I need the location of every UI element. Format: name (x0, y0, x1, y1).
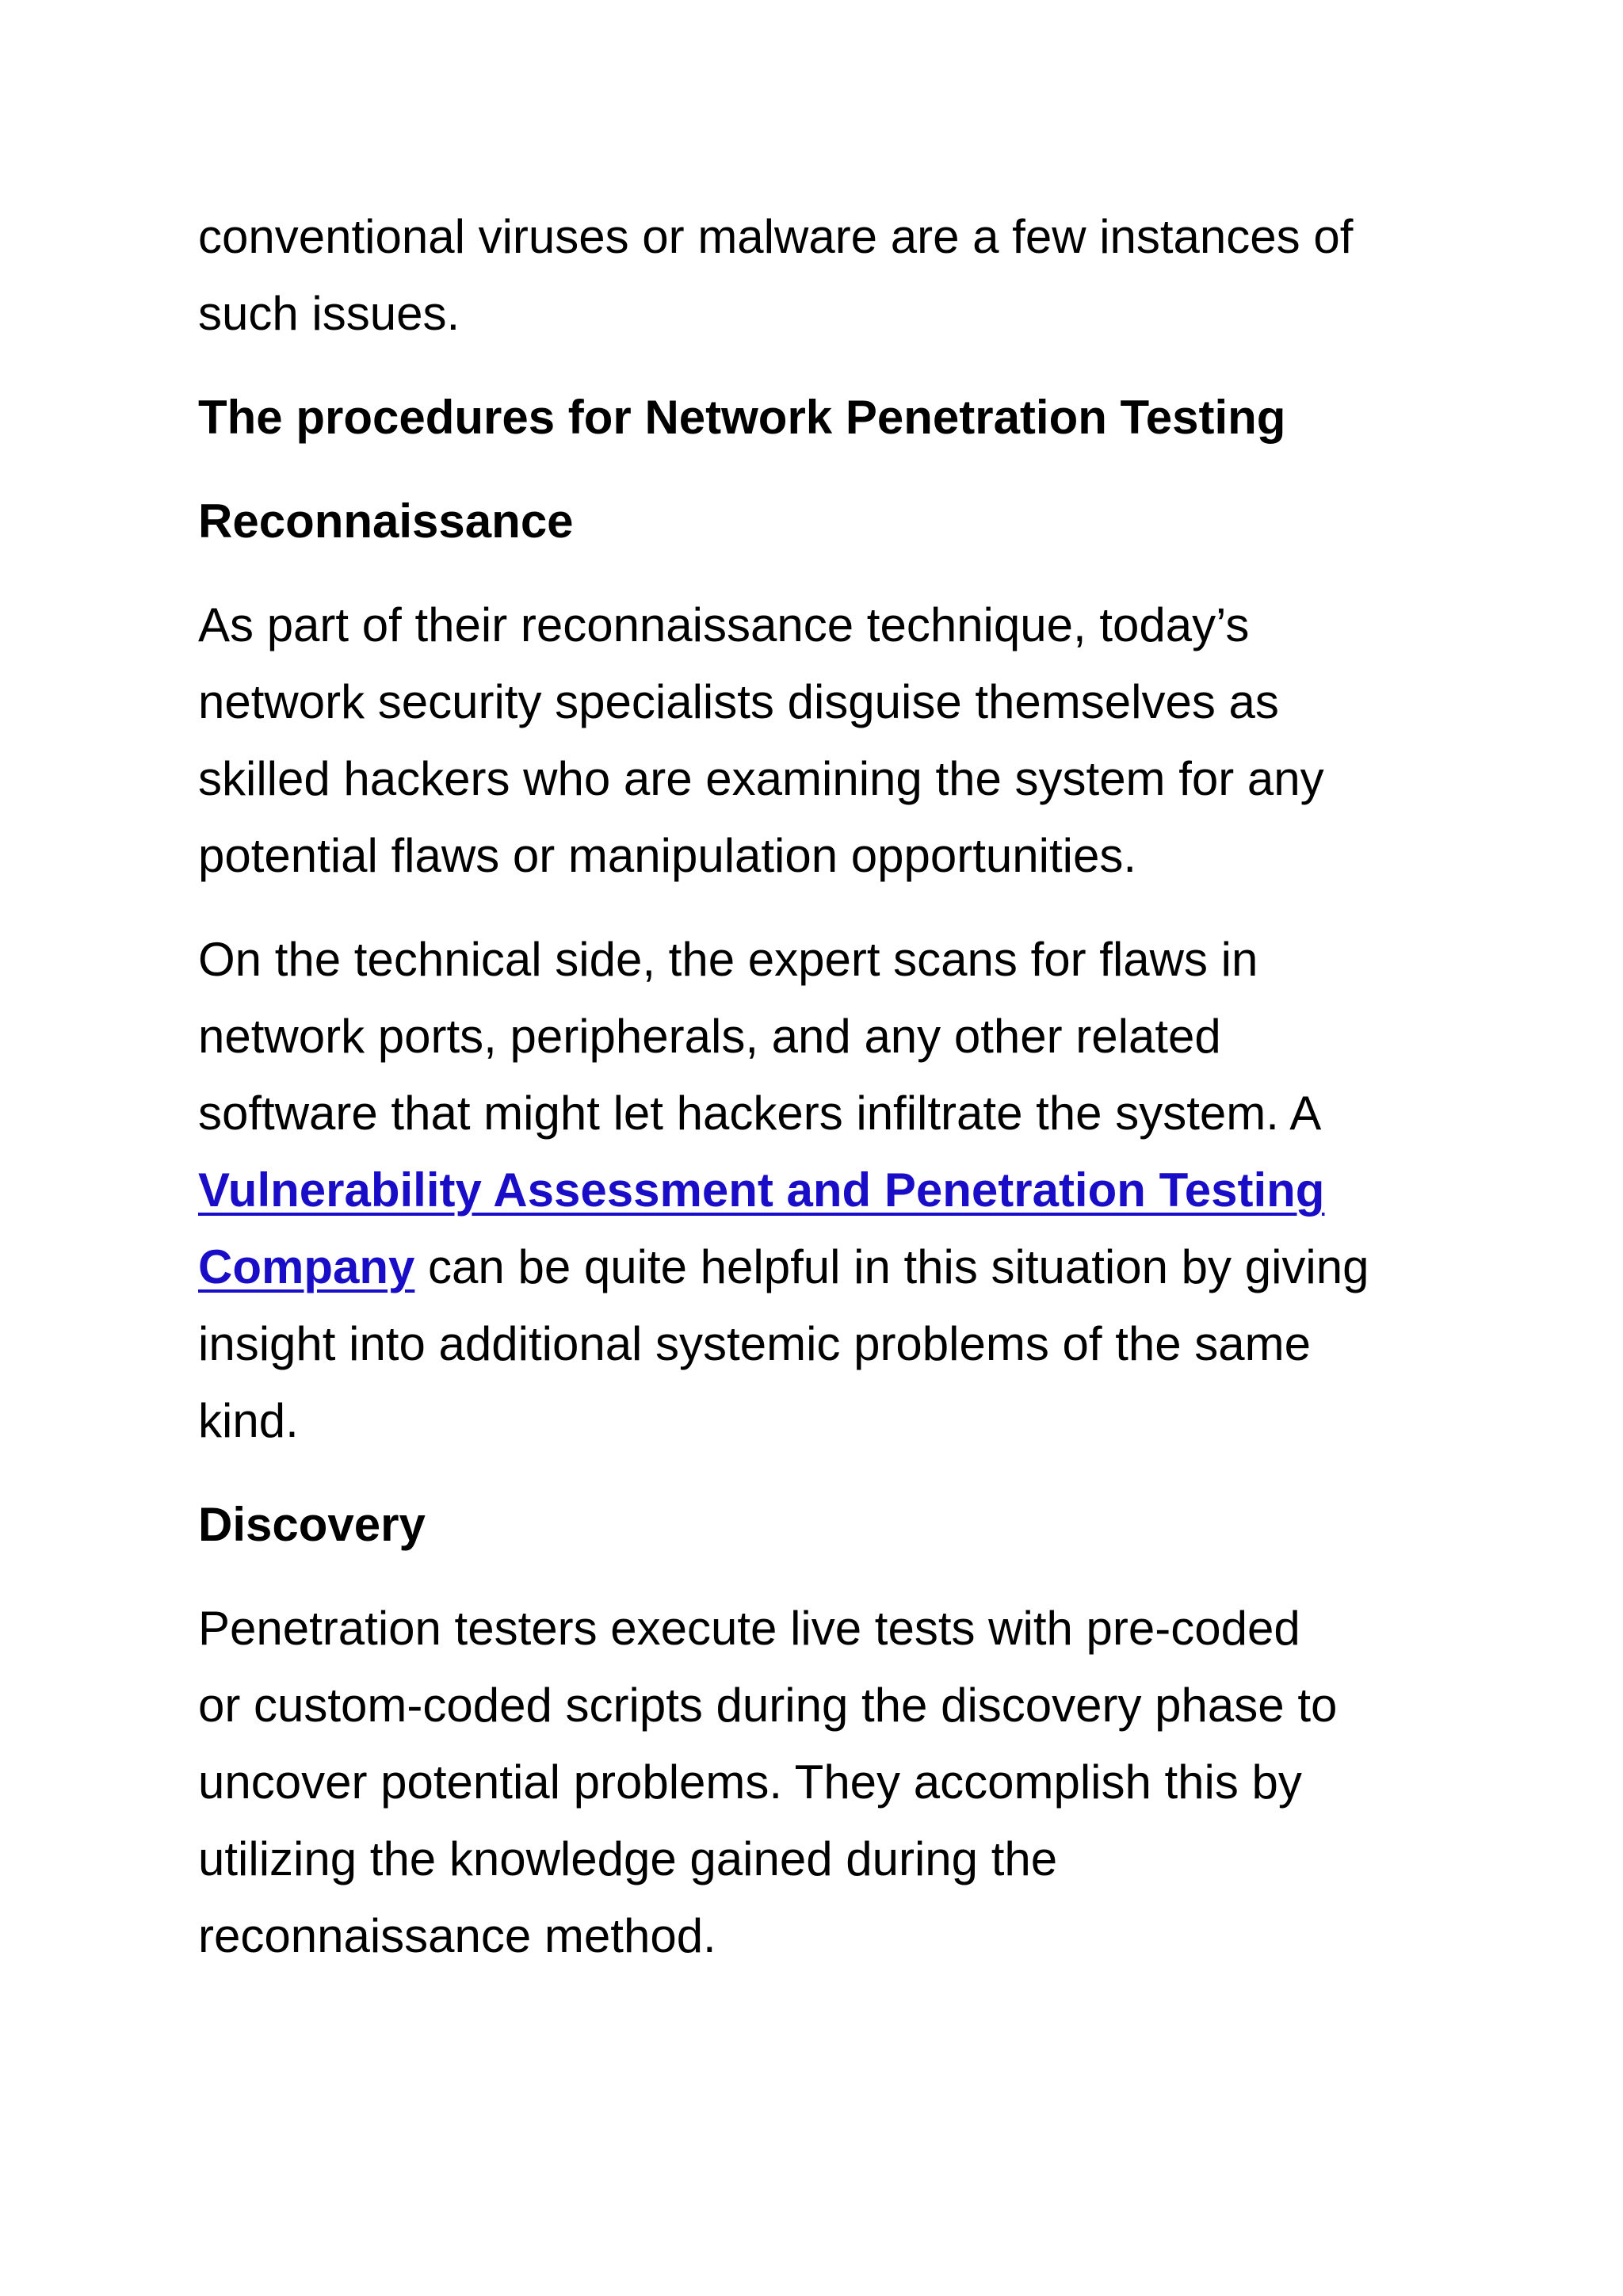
vapt-company-link[interactable]: Vulnerability Assessment and Penetration Testing (198, 1163, 1325, 1217)
text-line: kind. (198, 1394, 299, 1447)
text-line: network security specialists disguise themselves as (198, 675, 1279, 728)
section-heading-reconnaissance: Reconnaissance (198, 495, 574, 548)
text-line: reconnaissance method. (198, 1909, 716, 1962)
text-span: can be quite helpful in this situation by giving (414, 1240, 1369, 1293)
text-line: utilizing the knowledge gained during the (198, 1832, 1058, 1885)
text-line: such issues. (198, 287, 460, 340)
text-line: conventional viruses or malware are a few instances of (198, 210, 1354, 263)
text-line: network ports, peripherals, and any other related (198, 1010, 1221, 1063)
reconnaissance-paragraph-2 (198, 921, 1514, 1459)
text-line: software that might let hackers infiltrate the system. A (198, 1087, 1322, 1140)
text-line: skilled hackers who are examining the system for any (198, 752, 1324, 805)
section-heading-discovery: Discovery (198, 1498, 426, 1551)
intro-paragraph (198, 198, 1514, 352)
text-line: As part of their reconnaissance technique, today’s (198, 598, 1250, 651)
text-line (198, 1152, 1514, 1228)
discovery-paragraph (198, 1590, 1514, 1974)
text-line (198, 1228, 1514, 1305)
text-line: potential flaws or manipulation opportunities. (198, 829, 1137, 882)
document-body (198, 198, 1514, 1974)
text-line: uncover potential problems. They accomplish this by (198, 1755, 1302, 1809)
reconnaissance-paragraph-1 (198, 586, 1514, 894)
text-line: On the technical side, the expert scans for flaws in (198, 933, 1258, 986)
text-line: Penetration testers execute live tests with pre-coded (198, 1602, 1300, 1655)
section-heading-procedures: The procedures for Network Penetration Testing (198, 391, 1286, 444)
vapt-company-link-continued[interactable]: Company (198, 1240, 415, 1293)
text-line: or custom-coded scripts during the discovery phase to (198, 1679, 1338, 1732)
text-line: insight into additional systemic problems of the same (198, 1317, 1312, 1370)
